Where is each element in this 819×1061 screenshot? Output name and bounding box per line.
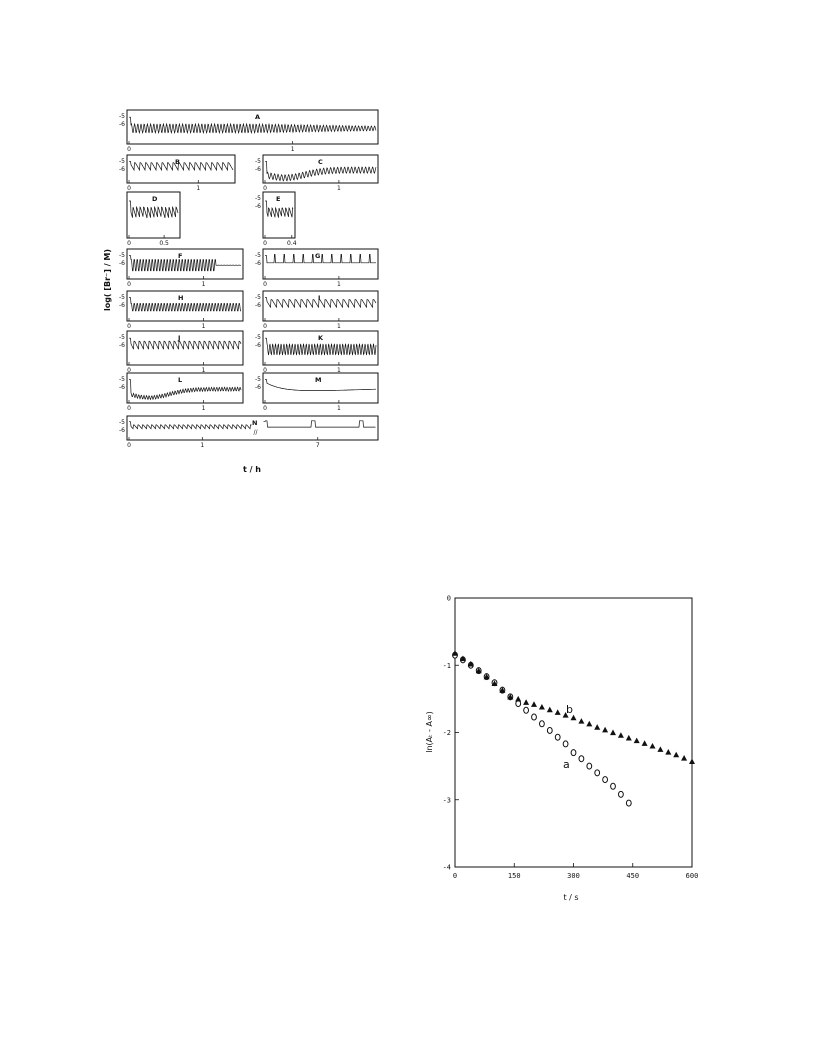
figure1-x-axis-label: t / h — [242, 465, 262, 474]
point-series-b — [523, 699, 529, 705]
x-tick-label: 7 — [315, 442, 320, 449]
panel-label: E — [276, 195, 281, 203]
x-tick-label: 0 — [127, 367, 131, 374]
y-tick-label: -6 — [119, 166, 125, 173]
y-tick-label: -5 — [255, 294, 261, 301]
point-series-b — [642, 740, 648, 746]
point-series-b — [657, 746, 663, 752]
point-series-a — [540, 721, 545, 727]
y-tick-label: -5 — [255, 252, 261, 259]
y-tick-label: -6 — [255, 260, 261, 267]
point-series-a — [547, 727, 552, 733]
panel-label: D — [152, 195, 158, 203]
point-series-a — [619, 791, 624, 797]
x-tick-label: 0.4 — [287, 240, 297, 247]
x-tick-label: 0 — [127, 405, 131, 412]
kinetics-x-axis-label: t / s — [563, 893, 579, 902]
point-series-a — [626, 800, 631, 806]
x-tick-label: 1 — [201, 281, 206, 288]
x-tick-label: 1 — [290, 146, 295, 153]
x-tick-label: 0 — [263, 323, 267, 330]
x-tick-label: 0.5 — [159, 240, 169, 247]
y-tick-label: -5 — [119, 376, 125, 383]
panel-label: H — [178, 294, 184, 302]
point-series-b — [665, 749, 671, 755]
y-tick-label: -2 — [442, 729, 451, 737]
point-series-b — [650, 743, 656, 749]
y-tick-label: -5 — [119, 294, 125, 301]
y-tick-label: -5 — [255, 158, 261, 165]
panel-label: B — [175, 158, 180, 166]
kinetics-plot-frame — [455, 598, 692, 867]
x-tick-label: 1 — [201, 405, 206, 412]
point-series-b — [634, 738, 640, 744]
point-series-b — [689, 758, 695, 764]
panel-label: G — [315, 252, 321, 260]
x-tick-label: 300 — [567, 872, 580, 880]
y-tick-label: -5 — [119, 252, 125, 259]
point-series-b — [594, 724, 600, 730]
x-tick-label: 0 — [452, 872, 458, 880]
y-tick-label: -6 — [119, 121, 125, 128]
panel-label: J — [178, 334, 181, 342]
y-tick-label: -5 — [119, 334, 125, 341]
x-tick-label: 0 — [263, 367, 267, 374]
y-tick-label: -6 — [255, 384, 261, 391]
point-series-b — [586, 721, 592, 727]
y-tick-label: -3 — [442, 796, 451, 805]
point-series-a — [611, 783, 616, 789]
point-series-b — [531, 701, 537, 707]
y-tick-label: -5 — [255, 334, 261, 341]
y-tick-label: -5 — [119, 419, 125, 426]
point-series-a — [532, 714, 537, 720]
x-tick-label: 1 — [336, 185, 341, 192]
x-tick-label: 1 — [336, 281, 341, 288]
point-series-a — [555, 734, 560, 740]
point-series-a — [579, 756, 584, 762]
point-series-b — [602, 727, 608, 733]
y-tick-label: -6 — [255, 342, 261, 349]
point-series-a — [595, 770, 600, 776]
x-tick-label: 150 — [507, 872, 521, 880]
y-tick-label: -6 — [119, 342, 125, 349]
panel-label: C — [318, 158, 323, 166]
x-tick-label: 0 — [127, 240, 131, 247]
point-series-a — [563, 741, 568, 747]
x-tick-label: 0 — [127, 281, 131, 288]
y-tick-label: -6 — [119, 384, 125, 391]
x-tick-label: 0 — [263, 240, 267, 247]
y-tick-label: -5 — [119, 113, 125, 120]
point-series-a — [603, 777, 608, 783]
point-series-b — [555, 709, 561, 715]
kinetics-y-axis-label: ln(Aₜ - A∞) — [425, 711, 434, 753]
x-tick-label: 0 — [263, 185, 267, 192]
x-tick-label: 0 — [127, 442, 131, 449]
panel-label: N — [252, 419, 258, 427]
point-series-b — [539, 704, 545, 710]
panel-label: A — [255, 113, 261, 121]
x-tick-label: 1 — [201, 367, 206, 374]
y-tick-label: -6 — [255, 203, 261, 210]
x-tick-label: 600 — [685, 872, 699, 880]
point-series-b — [681, 755, 687, 761]
y-tick-label: -6 — [255, 302, 261, 309]
y-tick-label: 0 — [446, 594, 451, 603]
x-tick-label: 1 — [336, 323, 341, 330]
y-tick-label: -6 — [119, 260, 125, 267]
point-series-b — [673, 752, 679, 758]
series-b-label: b — [566, 703, 573, 716]
x-tick-label: 0 — [127, 323, 131, 330]
x-tick-label: 1 — [201, 323, 206, 330]
point-series-b — [610, 730, 616, 736]
panel-label: M — [315, 376, 322, 384]
point-series-b — [618, 732, 624, 738]
panel-label: I — [318, 294, 321, 302]
x-tick-label: 450 — [626, 872, 640, 880]
point-series-b — [578, 718, 584, 724]
point-series-a — [524, 707, 529, 713]
point-series-b — [515, 696, 521, 702]
series-a-label: a — [563, 758, 570, 771]
x-tick-label: 1 — [196, 185, 201, 192]
point-series-a — [516, 701, 521, 707]
y-tick-label: -5 — [255, 376, 261, 383]
y-tick-label: -5 — [119, 158, 125, 165]
y-tick-label: -4 — [442, 863, 451, 872]
axis-break-mark: // — [253, 429, 258, 436]
y-tick-label: -5 — [255, 195, 261, 202]
panel-label: K — [318, 334, 324, 342]
y-tick-label: -6 — [255, 166, 261, 173]
x-tick-label: 0 — [263, 281, 267, 288]
y-tick-label: -6 — [119, 427, 125, 434]
x-tick-label: 0 — [127, 146, 131, 153]
point-series-a — [587, 763, 592, 769]
point-series-b — [626, 735, 632, 741]
panel-label: F — [178, 252, 183, 260]
point-series-b — [547, 707, 553, 713]
panel-label: L — [178, 376, 183, 384]
y-tick-label: -6 — [119, 302, 125, 309]
x-tick-label: 0 — [263, 405, 267, 412]
x-tick-label: 0 — [127, 185, 131, 192]
point-series-a — [571, 750, 576, 756]
y-tick-label: -1 — [442, 661, 451, 670]
x-tick-label: 1 — [336, 367, 341, 374]
x-tick-label: 1 — [336, 405, 341, 412]
x-tick-label: 1 — [200, 442, 205, 449]
figure1-y-axis-label: log( [Br⁻] / M) — [103, 248, 112, 312]
